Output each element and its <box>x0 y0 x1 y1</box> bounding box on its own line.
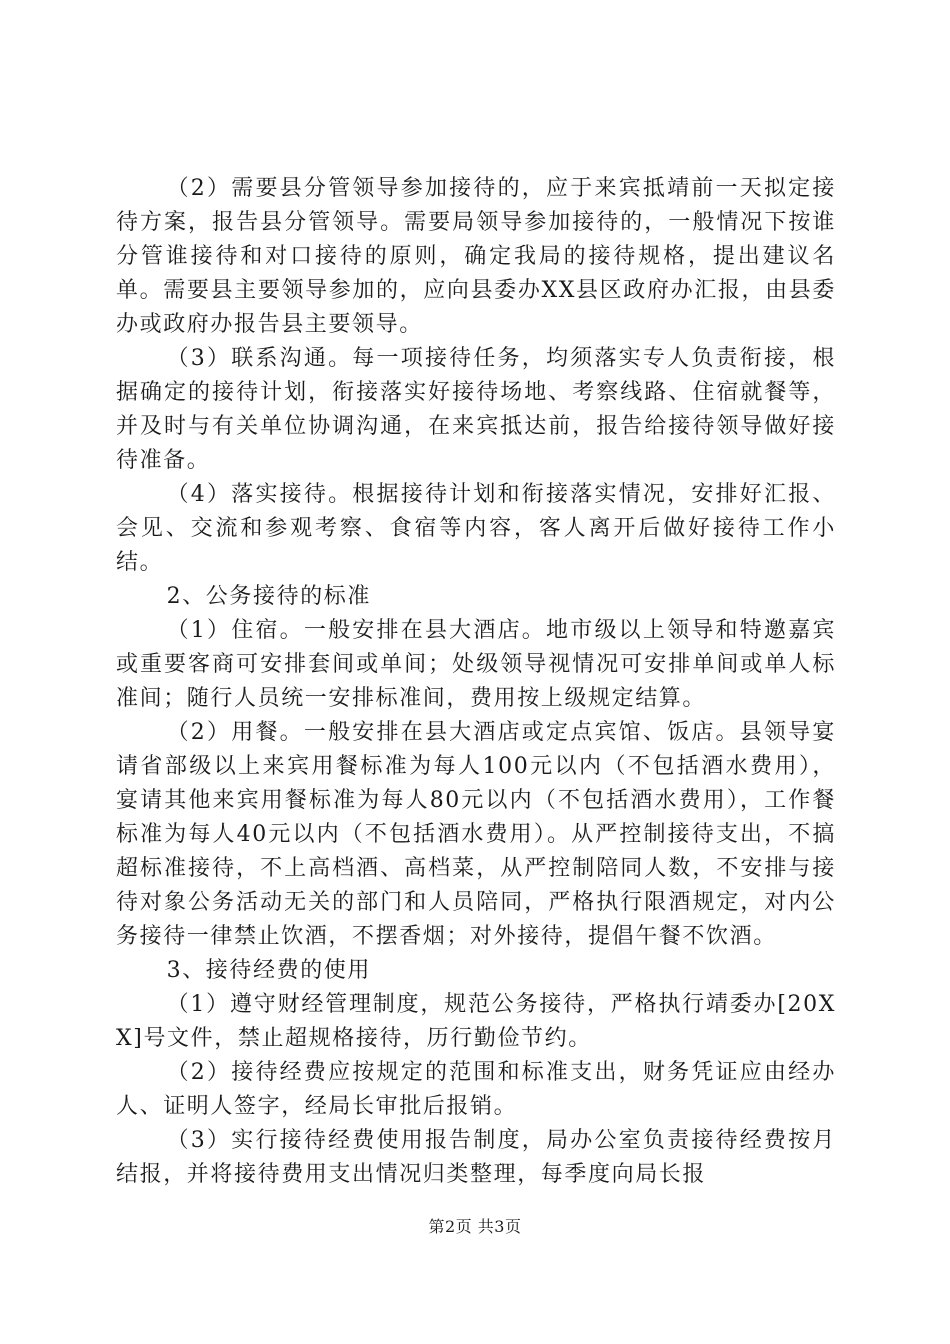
paragraph-expense-approval: （2）接待经费应按规定的范围和标准支出，财务凭证应由经办人、证明人签字，经局长审批后报销。 <box>116 1060 836 1119</box>
paragraph-liaison: （3）联系沟通。每一项接待任务，均须落实专人负责衔接，根据确定的接待计划，衔接落实好接待场地、考察线路、住宿就餐等，并及时与有关单位协调沟通，在来宾抵达前，报告给接待领导做好接待准备。 <box>116 346 836 473</box>
section-heading-standards: 2、公务接待的标准 <box>166 584 371 609</box>
document-body <box>116 172 836 1192</box>
paragraph-accommodation: （1）住宿。一般安排在县大酒店。地市级以上领导和特邀嘉宾或重要客商可安排套间或单间；处级领导视情况可安排单间或单人标准间；随行人员统一安排标准间，费用按上级规定结算。 <box>116 618 836 711</box>
paragraph-expense-report: （3）实行接待经费使用报告制度，局办公室负责接待经费按月结报，并将接待费用支出情况归类整理，每季度向局长报 <box>116 1128 836 1187</box>
paragraph-implementation: （4）落实接待。根据接待计划和衔接落实情况，安排好汇报、会见、交流和参观考察、食宿等内容，客人离开后做好接待工作小结。 <box>116 482 836 575</box>
paragraph-reception-plan: （2）需要县分管领导参加接待的，应于来宾抵靖前一天拟定接待方案，报告县分管领导。需要局领导参加接待的，一般情况下按谁分管谁接待和对口接待的原则，确定我局的接待规格，提出建议名单。需要县主要领导参加的，应向县委办XX县区政府办汇报，由县委办或政府办报告县主要领导。 <box>116 176 836 337</box>
paragraph-finance-rules: （1）遵守财经管理制度，规范公务接待，严格执行靖委办[20XX]号文件，禁止超规格接待，历行勤俭节约。 <box>116 992 836 1051</box>
section-heading-funds: 3、接待经费的使用 <box>166 958 371 983</box>
page-footer: 第2页 共3页 <box>428 1217 522 1236</box>
paragraph-dining: （2）用餐。一般安排在县大酒店或定点宾馆、饭店。县领导宴请省部级以上来宾用餐标准为每人100元以内（不包括酒水费用），宴请其他来宾用餐标准为每人80元以内（不包括酒水费用），工作餐标准为每人40元以内（不包括酒水费用）。从严控制接待支出，不搞超标准接待，不上高档酒、高档菜，从严控制陪同人数，不安排与接待对象公务活动无关的部门和人员陪同，严格执行限酒规定，对内公务接待一律禁止饮酒，不摆香烟；对外接待，提倡午餐不饮酒。 <box>116 720 836 949</box>
